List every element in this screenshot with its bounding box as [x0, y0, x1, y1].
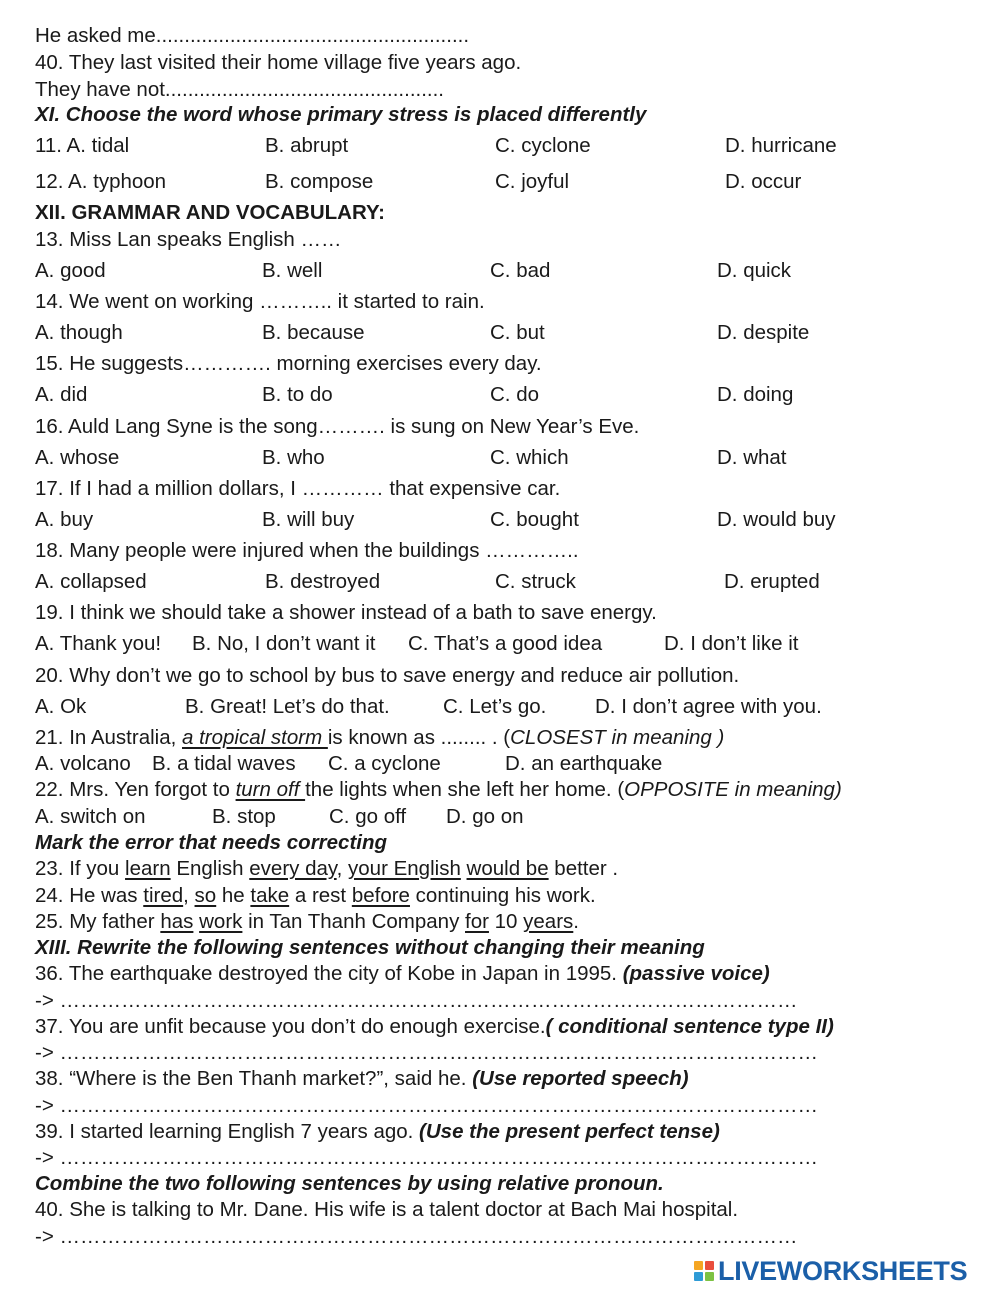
question-text: 17. If I had a million dollars, I ………… that expensive car. — [35, 477, 561, 500]
option-d: D. I don’t agree with you. — [595, 695, 822, 718]
section-heading: XIII. Rewrite the following sentences without changing their meaning — [35, 936, 705, 959]
option-a: A. though — [35, 321, 123, 344]
option-a: A. whose — [35, 446, 120, 469]
option-b: B. a tidal waves — [152, 752, 296, 775]
question-text — [35, 910, 579, 934]
underlined-word: learn — [125, 857, 171, 880]
option-d: D. erupted — [724, 570, 820, 593]
option-c: C. struck — [495, 570, 576, 593]
question-text — [35, 778, 842, 802]
option-d: D. despite — [717, 321, 810, 344]
underlined-word: work — [199, 910, 243, 933]
underlined-phrase: turn off — [235, 778, 306, 801]
question-text: 15. He suggests…………. morning exercises every day. — [35, 352, 542, 375]
option-d: D. occur — [725, 170, 802, 193]
question-text — [35, 884, 596, 908]
answer-line[interactable]: -> ………………………………………………………………………………………………… — [35, 1094, 818, 1117]
underlined-word: your English — [348, 857, 461, 880]
text-part: 22. Mrs. Yen forgot to — [35, 778, 236, 801]
underlined-word: has — [160, 910, 194, 933]
option-c: C. Let’s go. — [443, 695, 547, 718]
question-text — [35, 1120, 720, 1144]
option-a: 11. A. tidal — [35, 134, 130, 157]
question-text: 13. Miss Lan speaks English …… — [35, 228, 342, 251]
text-part: 10 — [488, 910, 524, 933]
underlined-word: take — [250, 884, 290, 907]
underlined-word: before — [351, 884, 410, 907]
option-c: C. go off — [329, 805, 407, 828]
option-d: D. go on — [446, 805, 524, 828]
section-heading: XI. Choose the word whose primary stress is placed differently — [35, 103, 647, 126]
text-part: he — [216, 884, 251, 907]
underlined-word: so — [194, 884, 217, 907]
option-c: C. bad — [490, 259, 551, 282]
option-a: A. buy — [35, 508, 94, 531]
text-part: 21. In Australia, — [35, 726, 183, 749]
underlined-word: would be — [466, 857, 549, 880]
option-c: C. do — [490, 383, 539, 406]
text-part: in Tan Thanh Company — [242, 910, 466, 933]
option-b: B. compose — [265, 170, 374, 193]
underlined-phrase: a tropical storm — [182, 726, 328, 749]
underlined-word: tired — [143, 884, 184, 907]
question-text: 19. I think we should take a shower instead of a bath to save energy. — [35, 601, 657, 624]
option-b: B. destroyed — [265, 570, 381, 593]
answer-line[interactable]: -> ………………………………………………………………………………………………… — [35, 1146, 818, 1169]
underlined-word: years — [523, 910, 574, 933]
text-part: 38. “Where is the Ben Thanh market?”, said he. — [35, 1067, 473, 1090]
text-part: 36. The earthquake destroyed the city of Kobe in Japan in 1995. — [35, 962, 623, 985]
logo-square — [694, 1261, 703, 1270]
logo-square — [694, 1272, 703, 1281]
option-c: C. which — [490, 446, 569, 469]
option-d: D. I don’t like it — [664, 632, 799, 655]
option-c: C. a cyclone — [328, 752, 441, 775]
liveworksheets-logo — [694, 1254, 967, 1288]
question-text: 40. She is talking to Mr. Dane. His wife is a talent doctor at Bach Mai hospital. — [35, 1198, 739, 1221]
logo-text: LIVEWORKSHEETS — [718, 1255, 968, 1286]
text-part: is known as ........ . ( — [327, 726, 511, 749]
option-c: C. That’s a good idea — [408, 632, 603, 655]
text-part: English — [170, 857, 250, 880]
exercise-line: They have not................................................. — [35, 78, 444, 101]
text-part: , — [336, 857, 349, 880]
option-b: B. Great! Let’s do that. — [185, 695, 390, 718]
option-a: 12. A. typhoon — [35, 170, 167, 193]
option-b: B. well — [262, 259, 323, 282]
instruction-hint: (Use the present perfect tense) — [419, 1120, 720, 1143]
question-text — [35, 1015, 834, 1039]
option-c: C. bought — [490, 508, 579, 531]
option-b: B. who — [262, 446, 325, 469]
text-part: 37. You are unfit because you don’t do enough exercise. — [35, 1015, 546, 1038]
meaning-hint: OPPOSITE in meaning) — [624, 778, 842, 801]
option-d: D. quick — [717, 259, 792, 282]
logo-square — [705, 1272, 714, 1281]
option-d: D. hurricane — [725, 134, 837, 157]
option-a: A. volcano — [35, 752, 131, 775]
text-part: a rest — [289, 884, 352, 907]
option-c: C. cyclone — [495, 134, 591, 157]
option-d: D. doing — [717, 383, 794, 406]
option-b: B. stop — [212, 805, 276, 828]
exercise-line: 40. They last visited their home village five years ago. — [35, 51, 522, 74]
answer-line[interactable]: -> ……………………………………………………………………………………………… — [35, 989, 798, 1012]
option-a: A. collapsed — [35, 570, 147, 593]
option-a: A. good — [35, 259, 106, 282]
text-part: better . — [548, 857, 619, 880]
section-heading: Mark the error that needs correcting — [35, 831, 388, 854]
text-part: 24. He was — [35, 884, 144, 907]
option-a: A. Ok — [35, 695, 87, 718]
logo-square — [705, 1261, 714, 1270]
option-d: D. an earthquake — [505, 752, 663, 775]
instruction-hint: (passive voice) — [622, 962, 770, 985]
text-part: , — [183, 884, 195, 907]
text-part: 39. I started learning English 7 years ago. — [35, 1120, 420, 1143]
answer-line[interactable]: -> ………………………………………………………………………………………………… — [35, 1041, 818, 1064]
logo-mark-icon — [694, 1261, 714, 1281]
underlined-word: for — [465, 910, 489, 933]
text-part: 23. If you — [35, 857, 126, 880]
option-d: D. what — [717, 446, 787, 469]
section-heading: Combine the two following sentences by using relative pronoun. — [35, 1172, 664, 1195]
question-text: 16. Auld Lang Syne is the song………. is sung on New Year’s Eve. — [35, 415, 640, 438]
option-b: B. because — [262, 321, 365, 344]
instruction-hint: ( conditional sentence type II) — [545, 1015, 834, 1038]
option-a: A. switch on — [35, 805, 146, 828]
option-b: B. abrupt — [265, 134, 349, 157]
section-heading: XII. GRAMMAR AND VOCABULARY: — [35, 201, 386, 224]
question-text — [35, 962, 770, 986]
option-c: C. joyful — [495, 170, 570, 193]
option-b: B. No, I don’t want it — [192, 632, 376, 655]
question-text: 14. We went on working ……….. it started to rain. — [35, 290, 485, 313]
underlined-word: every day — [249, 857, 337, 880]
text-part: the lights when she left her home. ( — [305, 778, 625, 801]
question-text: 20. Why don’t we go to school by bus to save energy and reduce air pollution. — [35, 664, 740, 687]
question-text — [35, 1067, 689, 1091]
question-text — [35, 857, 618, 881]
option-a: A. did — [35, 383, 88, 406]
exercise-line: He asked me....................................................... — [35, 24, 470, 47]
option-b: B. to do — [262, 383, 333, 406]
meaning-hint: CLOSEST in meaning ) — [510, 726, 725, 749]
answer-line[interactable]: -> ……………………………………………………………………………………………… — [35, 1225, 798, 1248]
text-part: continuing his work. — [409, 884, 596, 907]
instruction-hint: (Use reported speech) — [472, 1067, 689, 1090]
option-b: B. will buy — [262, 508, 355, 531]
option-d: D. would buy — [717, 508, 836, 531]
option-c: C. but — [490, 321, 545, 344]
text-part: . — [573, 910, 579, 933]
question-text: 18. Many people were injured when the buildings ………….. — [35, 539, 579, 562]
question-text — [35, 726, 724, 750]
text-part: 25. My father — [35, 910, 161, 933]
option-a: A. Thank you! — [35, 632, 162, 655]
